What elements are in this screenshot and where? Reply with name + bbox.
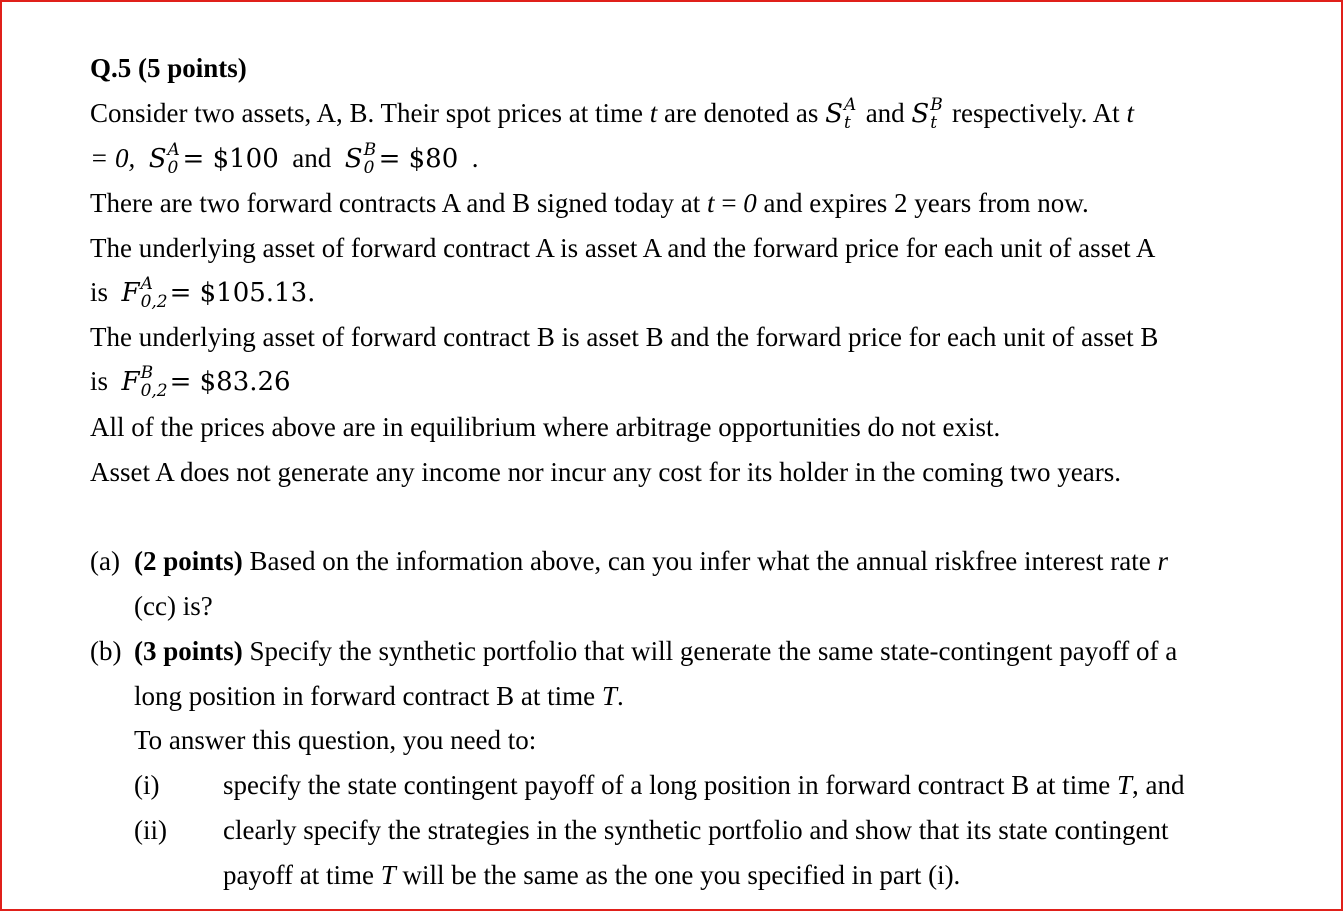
value: = $100 [182, 144, 279, 174]
paragraph-line-1 [90, 95, 1134, 133]
subpart-ii-text: clearly specify the strategies in the synthetic portfolio and show that its state contingent [223, 815, 1169, 845]
sub: 0,2 [140, 381, 168, 401]
sub: t [843, 113, 851, 133]
text: There are two forward contracts A and B signed today at [90, 188, 708, 218]
text: long position in forward contract B at time [134, 681, 602, 711]
var-t: t [649, 98, 658, 128]
sup: A [140, 274, 153, 294]
paragraph-line-2 [90, 140, 479, 178]
part-b-line-2 [134, 680, 624, 712]
paragraph-line-4: The underlying asset of forward contract A is asset A and the forward price for each unit of asset A [90, 233, 1156, 263]
part-b-text [134, 635, 1177, 667]
math-S-t-B [911, 95, 945, 133]
sup: B [140, 363, 154, 383]
var-r: r [1157, 546, 1168, 576]
text: payoff at time [223, 860, 381, 890]
subpart-i-label: (i) [134, 770, 160, 800]
sym-S: S [911, 99, 930, 129]
question-title: Q.5 (5 points) [90, 53, 247, 83]
points: (2 points) [134, 546, 243, 576]
text: will be the same as the one you specified in part (i). [395, 860, 961, 890]
value: = $83.26 [169, 367, 291, 397]
subpart-ii-line-2 [223, 859, 960, 891]
var-T: T [1117, 770, 1133, 800]
text: specify the state contingent payoff of a long position in forward contract B at time [223, 770, 1118, 800]
text: and [292, 143, 332, 173]
sub: t [930, 113, 938, 133]
paragraph-line-3 [90, 187, 1089, 219]
sup: B [363, 140, 377, 160]
sub: 0 [363, 158, 375, 178]
paragraph-line-7 [90, 363, 291, 401]
var-T: T [601, 681, 617, 711]
text: . [616, 681, 624, 711]
math-F-02-B [121, 363, 291, 401]
sym-F: F [121, 278, 140, 308]
paragraph-line-6: The underlying asset of forward contract B is asset B and the forward price for each unit of asset B [90, 322, 1159, 352]
text: . [471, 143, 479, 173]
var-T: T [380, 860, 396, 890]
sym-F: F [121, 367, 140, 397]
value: = $105.13. [169, 278, 316, 308]
paragraph-line-8: All of the prices above are in equilibrium where arbitrage opportunities do not exist. [90, 412, 1001, 442]
part-a-label: (a) [90, 546, 120, 576]
math-F-02-A [121, 274, 316, 312]
var-t: t [1126, 98, 1134, 128]
text: Specify the synthetic portfolio that will generate the same state-contingent payoff of a [242, 636, 1178, 666]
text: respectively. At [951, 98, 1127, 128]
part-b-line-3: To answer this question, you need to: [134, 725, 537, 755]
value: 0 [743, 188, 757, 218]
part-a-line-2: (cc) is? [134, 591, 213, 621]
text: and expires 2 years from now. [756, 188, 1089, 218]
subpart-ii-label: (ii) [134, 815, 167, 845]
paragraph-line-5 [90, 274, 316, 312]
part-b-label: (b) [90, 636, 122, 666]
text: is [90, 277, 109, 307]
part-a-text [134, 545, 1168, 577]
sym-S: S [148, 144, 167, 174]
subpart-i-text [223, 769, 1185, 801]
math-S-t-A [825, 95, 859, 133]
text: Based on the information above, can you infer what the annual riskfree interest rate [242, 546, 1158, 576]
text: , and [1132, 770, 1185, 800]
var-t: t [707, 188, 715, 218]
sup: A [843, 95, 857, 115]
math-S-0-B [344, 140, 459, 178]
sup: B [930, 95, 943, 115]
math-S-0-A [148, 140, 279, 178]
paragraph-line-9: Asset A does not generate any income nor incur any cost for its holder in the coming two years. [90, 457, 1121, 487]
value: = $80 [378, 144, 459, 174]
text: and [865, 98, 912, 128]
text: are denoted as [657, 98, 826, 128]
text: = 0, [90, 143, 136, 173]
sym-S: S [344, 144, 363, 174]
sub: 0,2 [140, 292, 168, 312]
sup: A [167, 140, 180, 160]
text: is [90, 366, 109, 396]
text: = [714, 188, 744, 218]
text: Consider two assets, A, B. Their spot prices at time [90, 98, 650, 128]
points: (3 points) [134, 636, 243, 666]
sym-S: S [825, 99, 843, 129]
sub: 0 [167, 158, 179, 178]
